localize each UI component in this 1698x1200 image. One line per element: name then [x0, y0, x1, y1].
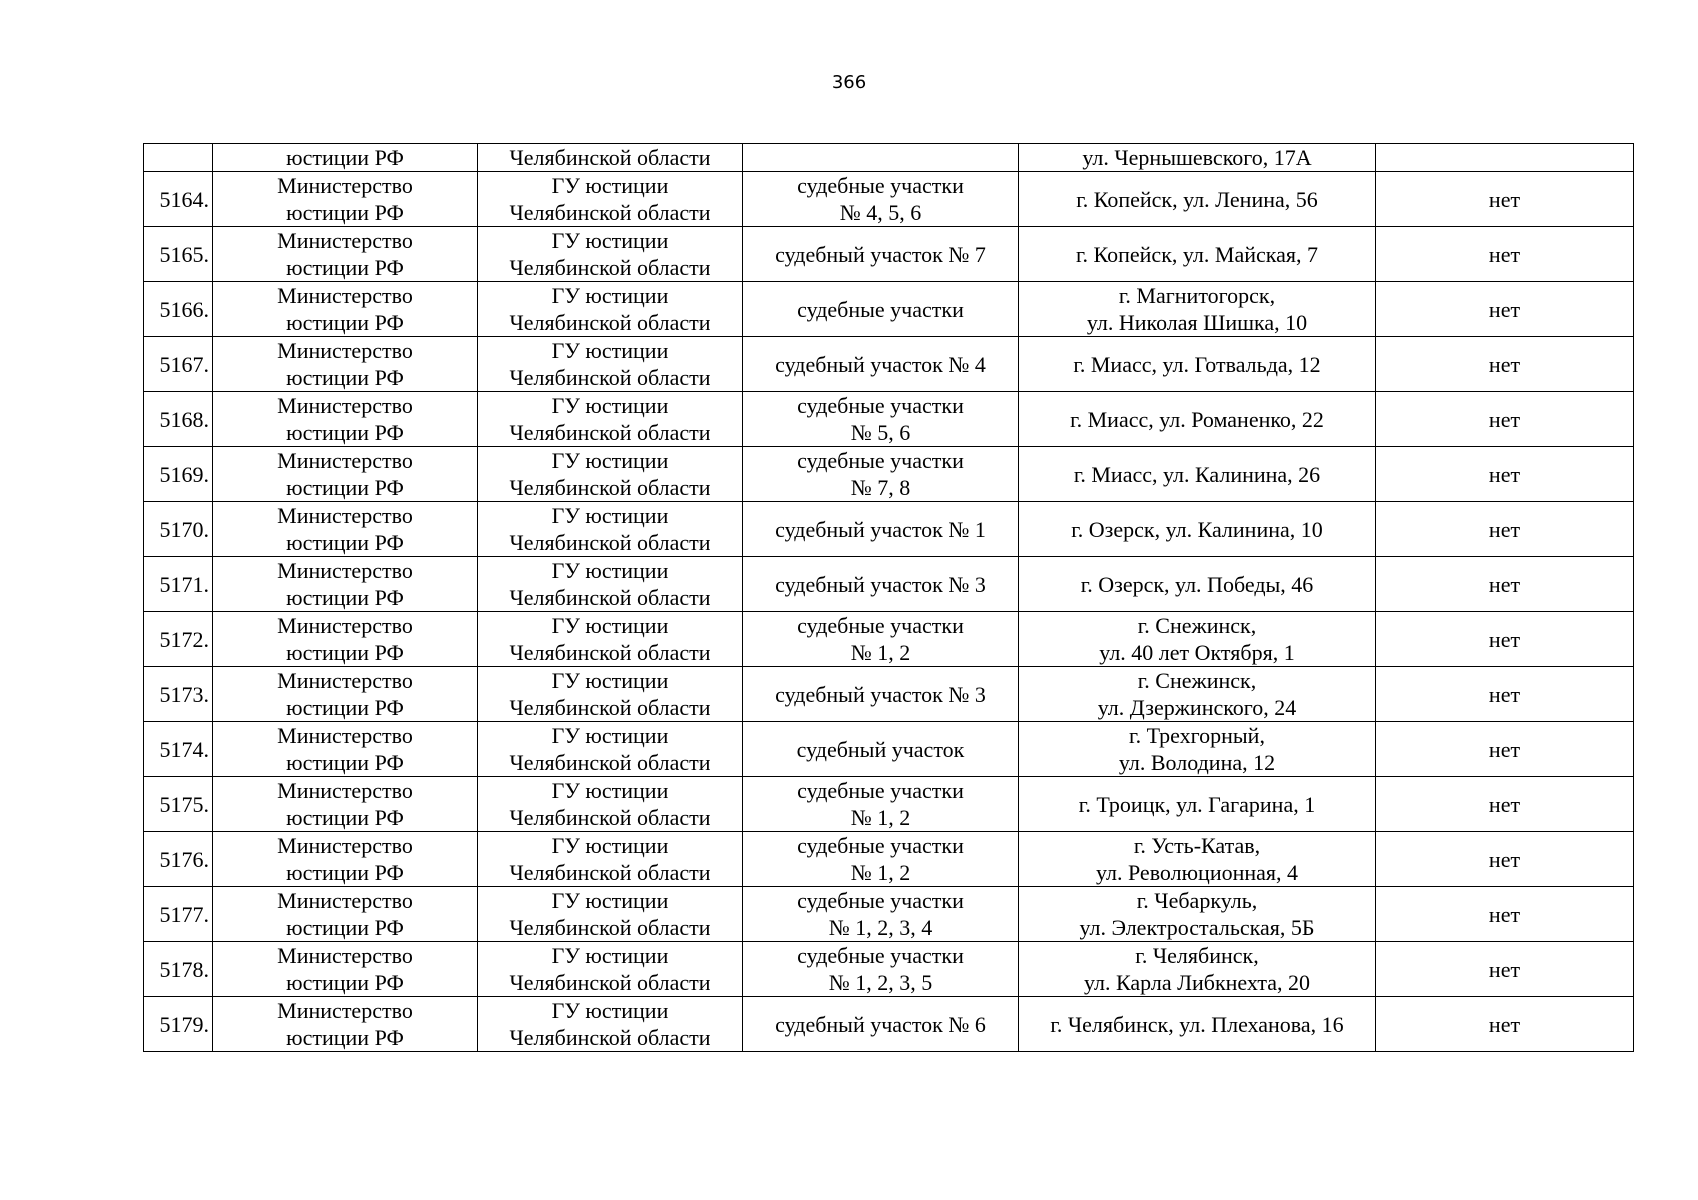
cell-department-line: Челябинской области: [509, 530, 711, 555]
cell-department-line: Челябинской области: [509, 365, 711, 390]
cell-object-line: судебный участок № 6: [775, 1011, 986, 1037]
cell-department: [478, 282, 743, 337]
cell-note: нет: [1376, 832, 1634, 887]
cell-object: [743, 337, 1019, 392]
cell-object: [743, 997, 1019, 1052]
cell-address: [1019, 447, 1376, 502]
cell-address-line: г. Озерск, ул. Победы, 46: [1080, 571, 1314, 597]
cell-address-line: г. Копейск, ул. Ленина, 56: [1076, 186, 1318, 212]
cell-ministry: [213, 172, 478, 227]
cell-ministry: [213, 612, 478, 667]
cell-ministry-line: Министерство: [277, 558, 413, 583]
cell-number: [144, 144, 213, 172]
cell-note: нет: [1376, 337, 1634, 392]
table-row: [144, 557, 1634, 612]
cell-address-line: г. Магнитогорск,: [1118, 283, 1276, 308]
cell-object: [743, 282, 1019, 337]
cell-department: [478, 337, 743, 392]
cell-address: [1019, 612, 1376, 667]
cell-ministry-line: юстиции РФ: [286, 200, 404, 225]
cell-object-line: судебные участки: [797, 296, 964, 322]
cell-object: [743, 942, 1019, 997]
cell-ministry-line: Министерство: [277, 778, 413, 803]
table-row: [144, 722, 1634, 777]
cell-ministry-line: юстиции РФ: [286, 695, 404, 720]
cell-object-line: судебные участки: [797, 173, 964, 198]
cell-note: нет: [1376, 997, 1634, 1052]
cell-ministry-line: Министерство: [277, 943, 413, 968]
cell-department-line: Челябинской области: [509, 915, 711, 940]
cell-department-line: ГУ юстиции: [551, 613, 669, 638]
cell-ministry-line: Министерство: [277, 613, 413, 638]
cell-object-line: № 1, 2, 3, 5: [828, 970, 933, 995]
cell-ministry-line: Министерство: [277, 448, 413, 473]
cell-object: [743, 172, 1019, 227]
cell-department-line: Челябинской области: [509, 860, 711, 885]
cell-note: нет: [1376, 942, 1634, 997]
cell-number: 5172.: [144, 612, 213, 667]
cell-ministry-line: юстиции РФ: [286, 750, 404, 775]
cell-department-line: ГУ юстиции: [551, 228, 669, 253]
cell-object-line: судебный участок № 7: [775, 241, 986, 267]
cell-ministry: [213, 557, 478, 612]
cell-note: нет: [1376, 722, 1634, 777]
cell-address-line: г. Миасс, ул. Калинина, 26: [1073, 461, 1321, 487]
cell-object-line: судебный участок: [796, 736, 965, 762]
cell-ministry-line: Министерство: [277, 723, 413, 748]
cell-object: [743, 887, 1019, 942]
cell-department-line: ГУ юстиции: [551, 888, 669, 913]
cell-ministry-line: Министерство: [277, 338, 413, 363]
cell-object-line: судебный участок № 4: [775, 351, 986, 377]
cell-address-line: г. Снежинск,: [1137, 668, 1257, 693]
cell-number: 5175.: [144, 777, 213, 832]
cell-address: [1019, 502, 1376, 557]
cell-department: [478, 942, 743, 997]
cell-object-line: судебный участок № 1: [775, 516, 986, 542]
cell-number: 5166.: [144, 282, 213, 337]
cell-address-line: ул. Электростальская, 5Б: [1079, 915, 1315, 940]
cell-ministry-line: юстиции РФ: [286, 585, 404, 610]
cell-object-line: судебные участки: [797, 613, 964, 638]
cell-ministry-line: Министерство: [277, 173, 413, 198]
cell-ministry-line: юстиции РФ: [286, 420, 404, 445]
cell-address: [1019, 337, 1376, 392]
cell-address: [1019, 997, 1376, 1052]
cell-department: [478, 447, 743, 502]
table-body: [144, 144, 1634, 1052]
cell-ministry-line: юстиции РФ: [286, 365, 404, 390]
table-row-continuation: [144, 144, 1634, 172]
cell-department: [478, 172, 743, 227]
table-row: [144, 667, 1634, 722]
cell-ministry: [213, 667, 478, 722]
cell-address: [1019, 832, 1376, 887]
cell-ministry: [213, 997, 478, 1052]
cell-note: нет: [1376, 612, 1634, 667]
cell-number: 5178.: [144, 942, 213, 997]
table-row: [144, 612, 1634, 667]
cell-ministry: [213, 337, 478, 392]
cell-address-line: г. Миасс, ул. Готвальда, 12: [1073, 351, 1321, 377]
cell-object-line: судебные участки: [797, 833, 964, 858]
cell-department-line: ГУ юстиции: [551, 723, 669, 748]
cell-department: [478, 887, 743, 942]
table-row: [144, 392, 1634, 447]
cell-number: 5179.: [144, 997, 213, 1052]
cell-address: [1019, 557, 1376, 612]
cell-address-line: г. Усть-Катав,: [1133, 833, 1261, 858]
cell-address-line: г. Челябинск, ул. Плеханова, 16: [1050, 1011, 1344, 1037]
cell-department: [478, 832, 743, 887]
table-row: [144, 282, 1634, 337]
cell-ministry-line: Министерство: [277, 503, 413, 528]
cell-number: 5176.: [144, 832, 213, 887]
cell-ministry-line: юстиции РФ: [286, 1025, 404, 1050]
cell-department-line: Челябинской области: [509, 970, 711, 995]
cell-ministry: [213, 832, 478, 887]
cell-address: [1019, 282, 1376, 337]
cell-department: [478, 667, 743, 722]
cell-address-line: г. Озерск, ул. Калинина, 10: [1071, 516, 1323, 542]
table-row: [144, 942, 1634, 997]
cell-address: [1019, 777, 1376, 832]
cell-ministry-line: юстиции РФ: [286, 805, 404, 830]
cell-object: [743, 502, 1019, 557]
cell-ministry-line: юстиции РФ: [286, 640, 404, 665]
cell-ministry-line: Министерство: [277, 833, 413, 858]
cell-number: 5167.: [144, 337, 213, 392]
cell-number: 5173.: [144, 667, 213, 722]
cell-address-line: г. Челябинск,: [1135, 943, 1259, 968]
registry-table: [143, 143, 1634, 1052]
cell-department: [478, 612, 743, 667]
cell-department-line: Челябинской области: [509, 695, 711, 720]
cell-object: [743, 667, 1019, 722]
cell-object-line: № 4, 5, 6: [839, 200, 922, 225]
cell-number: 5164.: [144, 172, 213, 227]
cell-department: [478, 227, 743, 282]
cell-note: нет: [1376, 447, 1634, 502]
cell-number: 5169.: [144, 447, 213, 502]
cell-address: [1019, 942, 1376, 997]
cell-department: [478, 722, 743, 777]
cell-address: [1019, 172, 1376, 227]
cell-department: [478, 997, 743, 1052]
table-row: [144, 227, 1634, 282]
cell-number: 5165.: [144, 227, 213, 282]
cell-department-line: Челябинской области: [509, 200, 711, 225]
cell-object-line: судебные участки: [797, 393, 964, 418]
cell-department-line: Челябинской области: [509, 420, 711, 445]
cell-department-line: Челябинской области: [509, 310, 711, 335]
cell-object-line: судебные участки: [797, 778, 964, 803]
table-row: [144, 172, 1634, 227]
cell-object: [743, 722, 1019, 777]
cell-address: [1019, 667, 1376, 722]
cell-object: [743, 612, 1019, 667]
cell-ministry-line: юстиции РФ: [286, 475, 404, 500]
cell-object: [743, 832, 1019, 887]
page-number: 366: [831, 72, 867, 93]
cell-object: [743, 777, 1019, 832]
cell-ministry-line: юстиции РФ: [286, 915, 404, 940]
cell-note: нет: [1376, 502, 1634, 557]
cell-note: нет: [1376, 227, 1634, 282]
table-row: [144, 447, 1634, 502]
cell-address-line: г. Троицк, ул. Гагарина, 1: [1078, 791, 1316, 817]
cell-note: нет: [1376, 282, 1634, 337]
cell-address-line: ул. Карла Либкнехта, 20: [1083, 970, 1311, 995]
cell-ministry-line: юстиции РФ: [286, 860, 404, 885]
cell-ministry-line: Министерство: [277, 283, 413, 308]
cell-note: [1376, 144, 1634, 172]
cell-number: 5174.: [144, 722, 213, 777]
cell-address: [1019, 227, 1376, 282]
cell-ministry: [213, 227, 478, 282]
cell-address: [1019, 722, 1376, 777]
cell-ministry: [213, 282, 478, 337]
cell-address-line: ул. Революционная, 4: [1095, 860, 1299, 885]
cell-object-line: судебный участок № 3: [775, 681, 986, 707]
cell-address-line: ул. Дзержинского, 24: [1097, 695, 1297, 720]
cell-address-line: ул. Володина, 12: [1118, 750, 1276, 775]
cell-department-line: ГУ юстиции: [551, 393, 669, 418]
cell-ministry: [213, 887, 478, 942]
cell-object-line: № 1, 2: [850, 805, 911, 830]
cell-department-line: Челябинской области: [509, 475, 711, 500]
cell-ministry-line: юстиции РФ: [286, 530, 404, 555]
cell-department: [478, 502, 743, 557]
cell-ministry: [213, 722, 478, 777]
cell-department-line: Челябинской области: [509, 255, 711, 280]
cell-address: [1019, 887, 1376, 942]
cell-department-line: ГУ юстиции: [551, 668, 669, 693]
cell-note: нет: [1376, 557, 1634, 612]
cell-ministry-line: Министерство: [277, 998, 413, 1023]
cell-object: [743, 227, 1019, 282]
cell-department-line: ГУ юстиции: [551, 448, 669, 473]
cell-ministry-line: юстиции РФ: [286, 310, 404, 335]
cell-ministry: [213, 392, 478, 447]
table-row: [144, 997, 1634, 1052]
cell-object-line: № 5, 6: [850, 420, 911, 445]
cell-ministry: [213, 502, 478, 557]
cell-address: [1019, 392, 1376, 447]
cell-object-line: № 7, 8: [850, 475, 911, 500]
cell-object-line: № 1, 2: [850, 640, 911, 665]
table-row: [144, 832, 1634, 887]
cell-ministry: юстиции РФ: [213, 144, 478, 172]
cell-object: [743, 447, 1019, 502]
cell-ministry-line: Министерство: [277, 668, 413, 693]
cell-address-line: ул. 40 лет Октября, 1: [1099, 640, 1295, 665]
cell-ministry: [213, 447, 478, 502]
cell-ministry-line: Министерство: [277, 888, 413, 913]
cell-department: [478, 392, 743, 447]
table-row: [144, 337, 1634, 392]
cell-object: [743, 392, 1019, 447]
cell-number: 5170.: [144, 502, 213, 557]
cell-number: 5177.: [144, 887, 213, 942]
cell-object-line: судебные участки: [797, 888, 964, 913]
cell-address-line: г. Миасс, ул. Романенко, 22: [1070, 406, 1324, 432]
cell-address: ул. Чернышевского, 17А: [1019, 144, 1376, 172]
cell-address-line: г. Чебаркуль,: [1136, 888, 1258, 913]
cell-note: нет: [1376, 392, 1634, 447]
cell-department-line: ГУ юстиции: [551, 778, 669, 803]
cell-object-line: № 1, 2, 3, 4: [828, 915, 933, 940]
cell-ministry: [213, 942, 478, 997]
cell-note: нет: [1376, 777, 1634, 832]
cell-address-line: г. Снежинск,: [1137, 613, 1257, 638]
cell-department-line: ГУ юстиции: [551, 503, 669, 528]
cell-department-line: ГУ юстиции: [551, 943, 669, 968]
cell-department-line: Челябинской области: [509, 640, 711, 665]
cell-number: 5171.: [144, 557, 213, 612]
cell-department-line: ГУ юстиции: [551, 338, 669, 363]
cell-address-line: г. Трехгорный,: [1129, 723, 1265, 748]
cell-department: [478, 777, 743, 832]
table-row: [144, 887, 1634, 942]
cell-object-line: судебные участки: [797, 943, 964, 968]
cell-department: [478, 557, 743, 612]
table-row: [144, 502, 1634, 557]
cell-department-line: ГУ юстиции: [551, 173, 669, 198]
cell-ministry-line: Министерство: [277, 228, 413, 253]
cell-object-line: судебный участок № 3: [775, 571, 986, 597]
cell-object: [743, 557, 1019, 612]
cell-department-line: Челябинской области: [509, 1025, 711, 1050]
cell-department-line: Челябинской области: [509, 585, 711, 610]
cell-ministry-line: юстиции РФ: [286, 255, 404, 280]
cell-address-line: ул. Николая Шишка, 10: [1086, 310, 1308, 335]
cell-note: нет: [1376, 172, 1634, 227]
cell-number: 5168.: [144, 392, 213, 447]
cell-note: нет: [1376, 667, 1634, 722]
cell-object-line: № 1, 2: [850, 860, 911, 885]
cell-ministry: [213, 777, 478, 832]
cell-department-line: Челябинской области: [509, 805, 711, 830]
cell-ministry-line: юстиции РФ: [286, 970, 404, 995]
cell-note: нет: [1376, 887, 1634, 942]
cell-object: [743, 144, 1019, 172]
cell-address-line: г. Копейск, ул. Майская, 7: [1076, 241, 1318, 267]
table-row: [144, 777, 1634, 832]
cell-ministry-line: Министерство: [277, 393, 413, 418]
cell-department-line: ГУ юстиции: [551, 283, 669, 308]
cell-department-line: ГУ юстиции: [551, 833, 669, 858]
cell-object-line: судебные участки: [797, 448, 964, 473]
cell-department-line: ГУ юстиции: [551, 998, 669, 1023]
cell-department-line: ГУ юстиции: [551, 558, 669, 583]
cell-department-line: Челябинской области: [509, 750, 711, 775]
cell-department: Челябинской области: [478, 144, 743, 172]
